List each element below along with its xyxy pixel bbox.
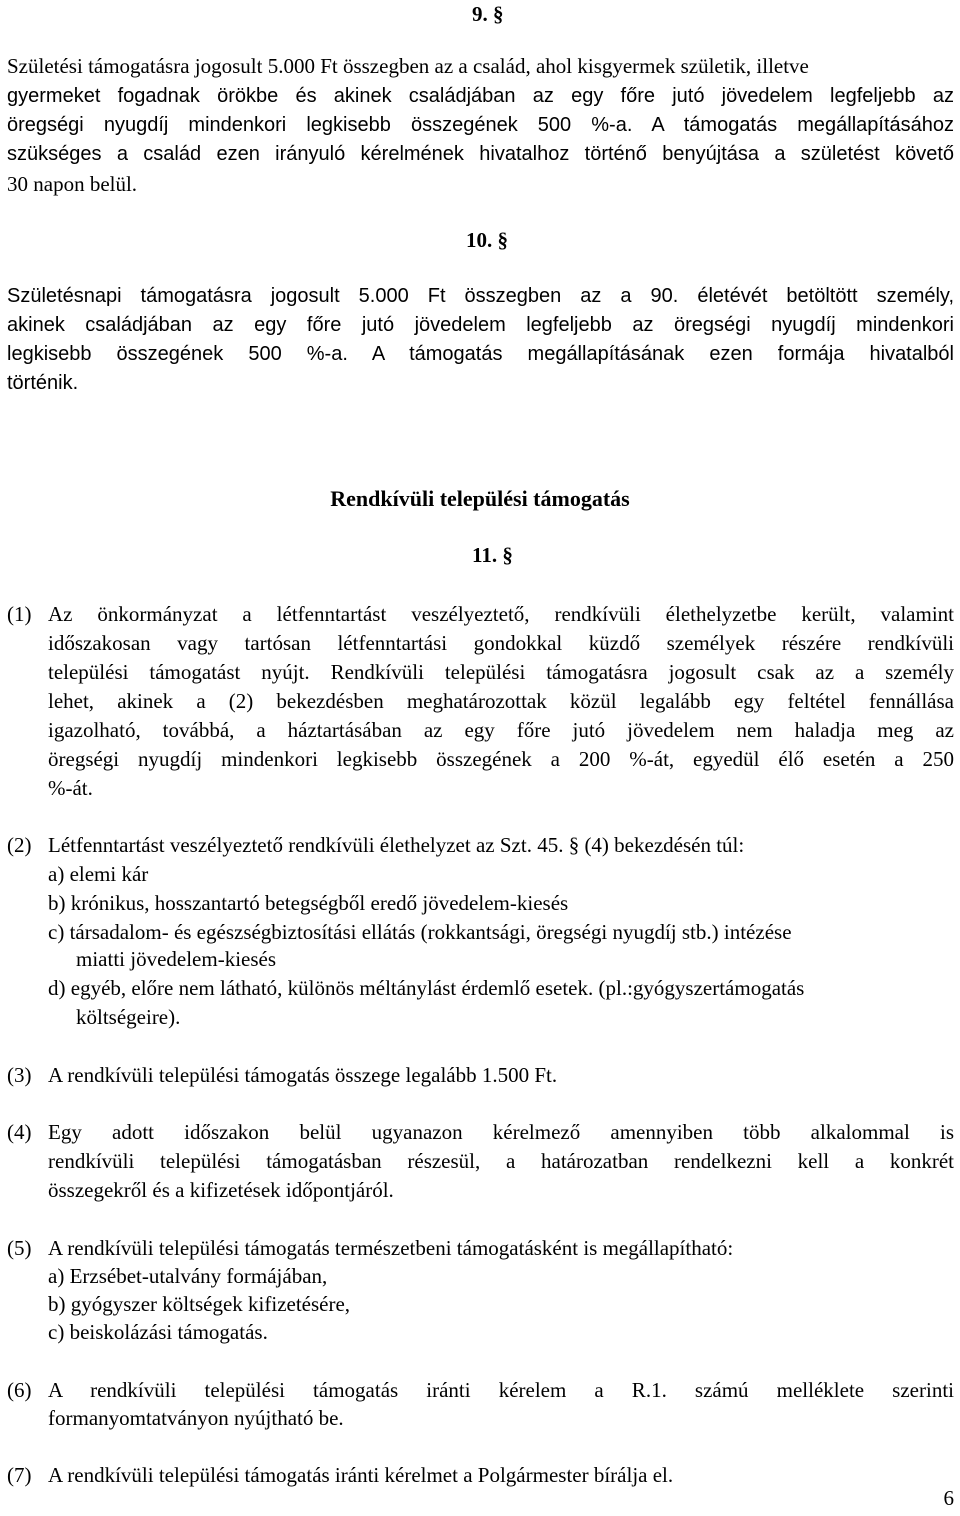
section-10-heading: 10. § [466, 228, 508, 252]
list-item: a) Erzsébet-utalvány formájában, [48, 1264, 328, 1288]
list-item-continuation: miatti jövedelem-kiesés [76, 947, 277, 971]
paragraph-number: (6) [7, 1378, 32, 1402]
text-line: összegekről és a kifizetések időpontjáról. [48, 1178, 394, 1202]
paragraph-number: (5) [7, 1236, 32, 1260]
section-9-heading: 9. § [472, 2, 504, 26]
paragraph-number: (4) [7, 1120, 32, 1144]
page-number: 6 [943, 1486, 954, 1510]
text-line: rendkívüli települési támogatásban részesül, a határozatban rendelkezni kell a konkrét [48, 1149, 954, 1173]
text-line: lehet, akinek a (2) bekezdésben meghatározottak közül legalább egy feltétel fennállása [48, 689, 954, 713]
text-line: Születésnapi támogatásra jogosult 5.000 Ft összegben az a 90. életévét betöltött személy, [7, 285, 954, 307]
text-line: 30 napon belül. [7, 172, 138, 196]
text-line: időszakosan vagy tartósan létfenntartási gondokkal küzdő személyek részére rendkívüli [48, 631, 954, 655]
text-line: Egy adott időszakon belül ugyanazon kérelmező amennyiben több alkalommal is [48, 1120, 954, 1144]
text-line: Születési támogatásra jogosult 5.000 Ft összegben az a család, ahol kisgyermek születik, illetve [7, 54, 809, 78]
paragraph-number: (7) [7, 1463, 32, 1487]
section-11-heading: 11. § [472, 543, 513, 567]
paragraph-number: (2) [7, 833, 32, 857]
text-line: gyermeket fogadnak örökbe és akinek családjában az egy főre jutó jövedelem legfeljebb az [7, 85, 954, 107]
text-line: Az önkormányzat a létfenntartást veszélyeztető, rendkívüli élethelyzetbe került, valamint [48, 602, 954, 626]
text-line: igazolható, továbbá, a háztartásában az egy főre jutó jövedelem nem haladja meg az [48, 718, 954, 742]
text-line: %-át. [48, 776, 93, 800]
text-line: A rendkívüli települési támogatás iránti kérelmet a Polgármester bírálja el. [48, 1463, 674, 1487]
text-line: öregségi nyugdíj mindenkori legkisebb összegének a 200 %-át, egyedül élő esetén a 250 [48, 747, 954, 771]
text-line: A rendkívüli települési támogatás összege legalább 1.500 Ft. [48, 1063, 558, 1087]
list-item-continuation: költségeire). [76, 1005, 181, 1029]
text-line: akinek családjában az egy főre jutó jövedelem legfeljebb az öregségi nyugdíj mindenkori [7, 314, 954, 336]
text-line: legkisebb összegének 500 %-a. A támogatás megállapításának ezen formája hivatalból [7, 343, 954, 365]
list-item: a) elemi kár [48, 862, 149, 886]
paragraph-number: (3) [7, 1063, 32, 1087]
list-item: c) beiskolázási támogatás. [48, 1320, 268, 1344]
text-line: A rendkívüli települési támogatás természetbeni támogatásként is megállapítható: [48, 1236, 734, 1260]
list-item: d) egyéb, előre nem látható, különös méltánylást érdemlő esetek. (pl.:gyógyszertámogatás [48, 976, 805, 1000]
text-line: öregségi nyugdíj mindenkori legkisebb összegének 500 %-a. A támogatás megállapításához [7, 114, 954, 136]
chapter-title: Rendkívüli települési támogatás [330, 486, 630, 511]
text-line: települési támogatást nyújt. Rendkívüli települési támogatásra jogosult csak az a személy [48, 660, 954, 684]
list-item: b) krónikus, hosszantartó betegségből eredő jövedelem-kiesés [48, 891, 569, 915]
paragraph-number: (1) [7, 602, 32, 626]
text-line: történik. [7, 372, 79, 394]
text-line: formanyomtatványon nyújtható be. [48, 1406, 344, 1430]
text-line: A rendkívüli települési támogatás iránti kérelem a R.1. számú melléklete szerinti [48, 1378, 954, 1402]
text-line: Létfenntartást veszélyeztető rendkívüli élethelyzet az Szt. 45. § (4) bekezdésén túl: [48, 833, 745, 857]
list-item: b) gyógyszer költségek kifizetésére, [48, 1292, 351, 1316]
list-item: c) társadalom- és egészségbiztosítási ellátás (rokkantsági, öregségi nyugdíj stb.) intézése [48, 920, 792, 944]
text-line: szükséges a család ezen irányuló kérelmének hivatalhoz történő benyújtása a születést követő [7, 143, 954, 165]
